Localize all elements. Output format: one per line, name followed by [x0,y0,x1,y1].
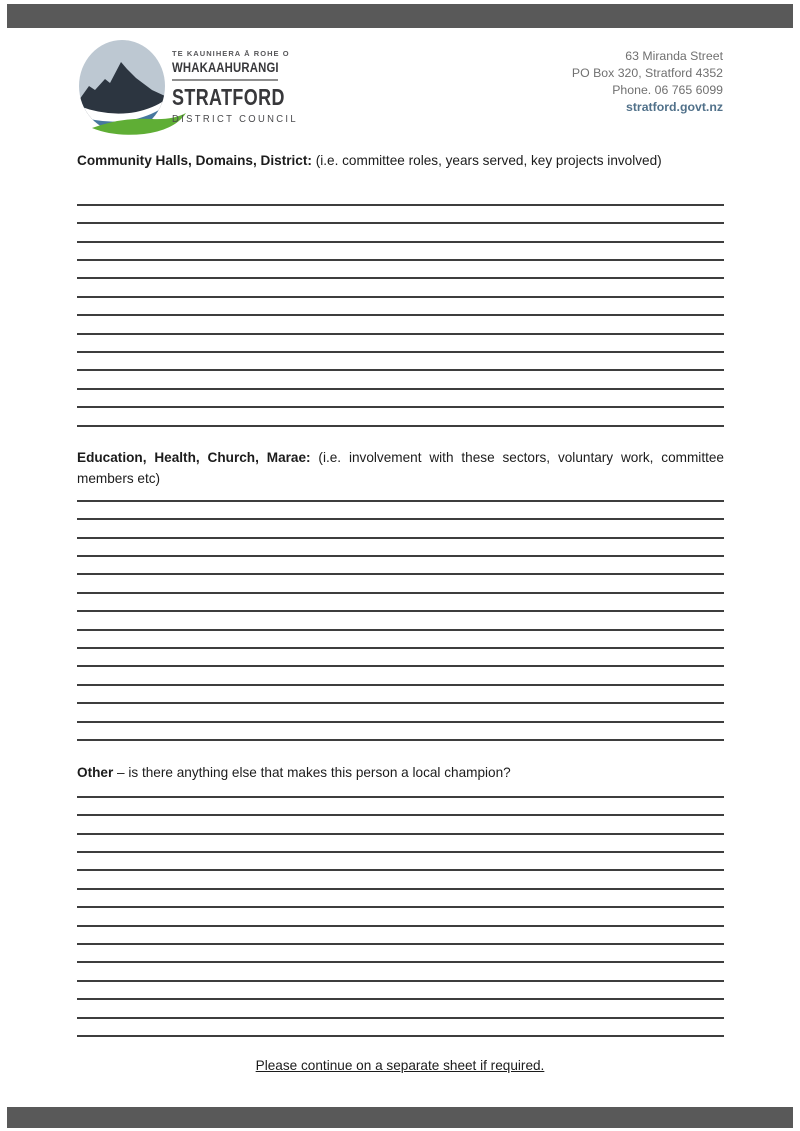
writing-line [77,667,724,685]
writing-line [77,816,724,834]
writing-line [77,539,724,557]
writing-line [77,927,724,945]
writing-line [77,335,724,353]
section-title-bold: Other [77,765,114,780]
section-title-rest: – is there anything else that makes this person a local champion? [113,765,511,780]
writing-line [77,520,724,538]
writing-line [77,890,724,908]
logo-subtitle: DISTRICT COUNCIL [172,112,298,125]
writing-line [77,243,724,261]
writing-line [77,261,724,279]
writing-line [77,502,724,520]
writing-line [77,649,724,667]
section-education-health [77,447,724,489]
writing-line [77,298,724,316]
contact-website-link[interactable]: stratford.govt.nz [625,100,723,114]
writing-line [77,612,724,630]
section-community-halls [77,150,724,171]
writing-line [77,279,724,297]
logo-name: STRATFORD [172,83,285,110]
writing-line [77,963,724,981]
writing-line [77,316,724,334]
footer-note [0,1058,800,1073]
writing-line [77,631,724,649]
writing-line [77,908,724,926]
writing-line [77,224,724,242]
writing-line [77,188,724,206]
writing-line [77,723,724,741]
contact-address-line2: PO Box 320, Stratford 4352 [571,66,723,80]
writing-line [77,686,724,704]
writing-line [77,1019,724,1037]
writing-line [77,871,724,889]
writing-line [77,390,724,408]
writing-line [77,594,724,612]
footer-note-text: Please continue on a separate sheet if required. [255,1058,545,1073]
writing-line [77,853,724,871]
writing-line [77,371,724,389]
section-title-bold: Community Halls, Domains, District: [77,153,312,168]
writing-line [77,798,724,816]
logo-maori-name: WHAKAAHURANGI [172,60,279,75]
section-community-halls-title [77,150,724,171]
writing-lines [77,188,724,427]
logo-divider [172,79,278,81]
logo-tagline: TE KAUNIHERA Ā ROHE O [172,49,290,58]
writing-line [77,408,724,426]
contact-block [572,48,723,116]
writing-line [77,353,724,371]
writing-line [77,557,724,575]
contact-address-line1: 63 Miranda Street [625,49,723,63]
writing-line [77,982,724,1000]
writing-line [77,780,724,798]
section-title-bold: Education, Health, Church, Marae: [77,450,311,465]
section-other [77,762,724,783]
writing-line [77,206,724,224]
writing-line [77,945,724,963]
top-accent-bar [7,4,793,28]
writing-line [77,835,724,853]
writing-lines [77,780,724,1037]
writing-line [77,1000,724,1018]
writing-line [77,704,724,722]
council-logo-text [172,49,302,125]
section-title-rest: (i.e. involvement with these sectors, voluntary work, committee members etc) [77,450,724,486]
writing-line [77,484,724,502]
writing-line [77,575,724,593]
writing-lines [77,484,724,741]
bottom-accent-bar [7,1107,793,1128]
section-title-rest: (i.e. committee roles, years served, key projects involved) [311,153,662,168]
contact-phone: Phone. 06 765 6099 [612,83,723,97]
